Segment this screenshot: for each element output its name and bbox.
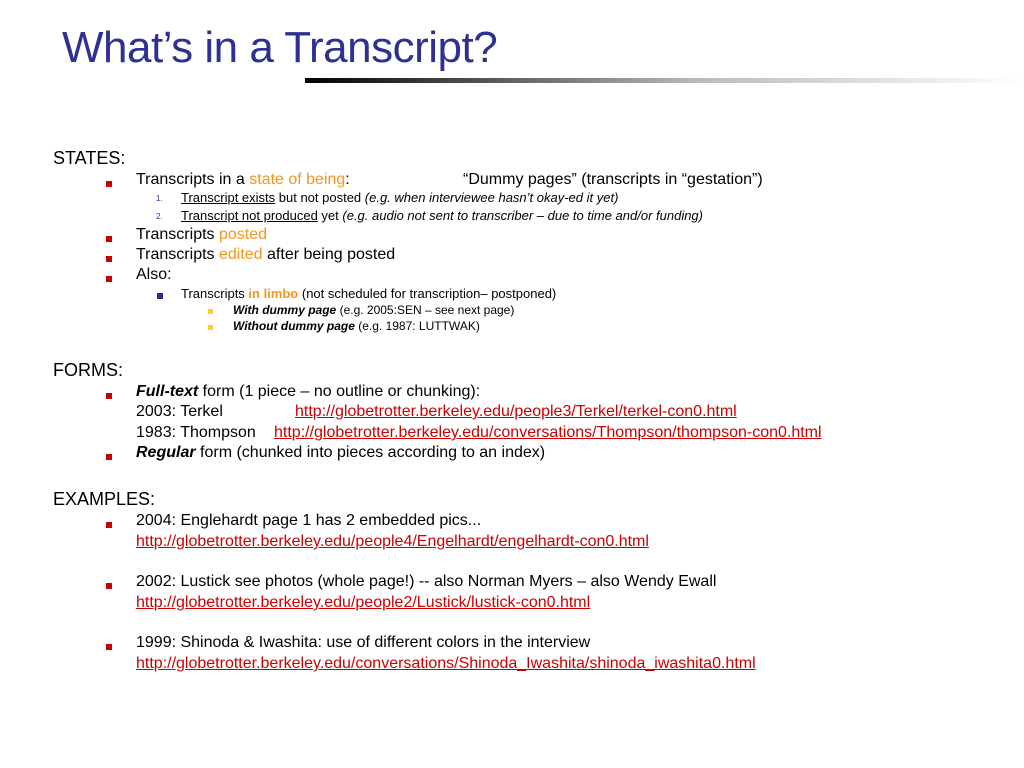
example-englehardt: 2004: Englehardt page 1 has 2 embedded pics... xyxy=(136,512,482,529)
thompson-label: 1983: Thompson xyxy=(136,424,256,441)
example-shinoda-iwashita: 1999: Shinoda & Iwashita: use of different colors in the interview xyxy=(136,634,591,651)
limbo-with-dummy-page: With dummy page (e.g. 2005:SEN – see next page) xyxy=(233,303,515,317)
states-item-edited: Transcripts edited after being posted xyxy=(136,246,396,263)
blue-square-bullet xyxy=(157,293,163,299)
red-square-bullet xyxy=(106,454,112,460)
red-square-bullet xyxy=(106,276,112,282)
number-marker: 2. xyxy=(156,212,163,221)
red-square-bullet xyxy=(106,522,112,528)
red-square-bullet xyxy=(106,236,112,242)
terkel-link[interactable]: http://globetrotter.berkeley.edu/people3/Terkel/terkel-con0.html xyxy=(295,403,737,420)
englehardt-link[interactable]: http://globetrotter.berkeley.edu/people4/Engelhardt/engelhardt-con0.html xyxy=(136,533,649,550)
thompson-link[interactable]: http://globetrotter.berkeley.edu/conversations/Thompson/thompson-con0.html xyxy=(274,424,822,441)
forms-item-full-text: Full-text form (1 piece – no outline or chunking): xyxy=(136,383,481,400)
red-square-bullet xyxy=(106,393,112,399)
states-limbo: Transcripts in limbo (not scheduled for transcription– postponed) xyxy=(181,286,557,301)
examples-heading: EXAMPLES: xyxy=(53,489,156,509)
limbo-without-dummy-page: Without dummy page (e.g. 1987: LUTTWAK) xyxy=(233,319,480,333)
dummy-pages-note: “Dummy pages” (transcripts in “gestation”) xyxy=(463,171,763,188)
yellow-square-bullet xyxy=(208,309,213,314)
title-rule xyxy=(305,78,1024,83)
forms-item-regular: Regular form (chunked into pieces according to an index) xyxy=(136,444,546,461)
number-marker: 1. xyxy=(156,194,163,203)
red-square-bullet xyxy=(106,583,112,589)
states-heading: STATES: xyxy=(53,148,126,168)
example-lustick: 2002: Lustick see photos (whole page!) -- also Norman Myers – also Wendy Ewall xyxy=(136,573,717,590)
red-square-bullet xyxy=(106,256,112,262)
shinoda-iwashita-link[interactable]: http://globetrotter.berkeley.edu/conversations/Shinoda_Iwashita/shinoda_iwashita0.html xyxy=(136,655,756,672)
states-item-posted: Transcripts posted xyxy=(136,226,268,243)
states-item-also: Also: xyxy=(136,266,172,283)
states-sub-transcript-exists: Transcript exists but not posted (e.g. when interviewee hasn’t okay-ed it yet) xyxy=(181,190,619,205)
lustick-link[interactable]: http://globetrotter.berkeley.edu/people2/Lustick/lustick-con0.html xyxy=(136,594,591,611)
yellow-square-bullet xyxy=(208,325,213,330)
forms-heading: FORMS: xyxy=(53,360,123,380)
states-item-state-of-being: Transcripts in a state of being: xyxy=(136,171,350,188)
red-square-bullet xyxy=(106,181,112,187)
slide-title: What’s in a Transcript? xyxy=(62,23,498,72)
terkel-label: 2003: Terkel xyxy=(136,403,223,420)
states-sub-transcript-not-produced: Transcript not produced yet (e.g. audio not sent to transcriber – due to time and/or funding) xyxy=(181,208,703,223)
red-square-bullet xyxy=(106,644,112,650)
